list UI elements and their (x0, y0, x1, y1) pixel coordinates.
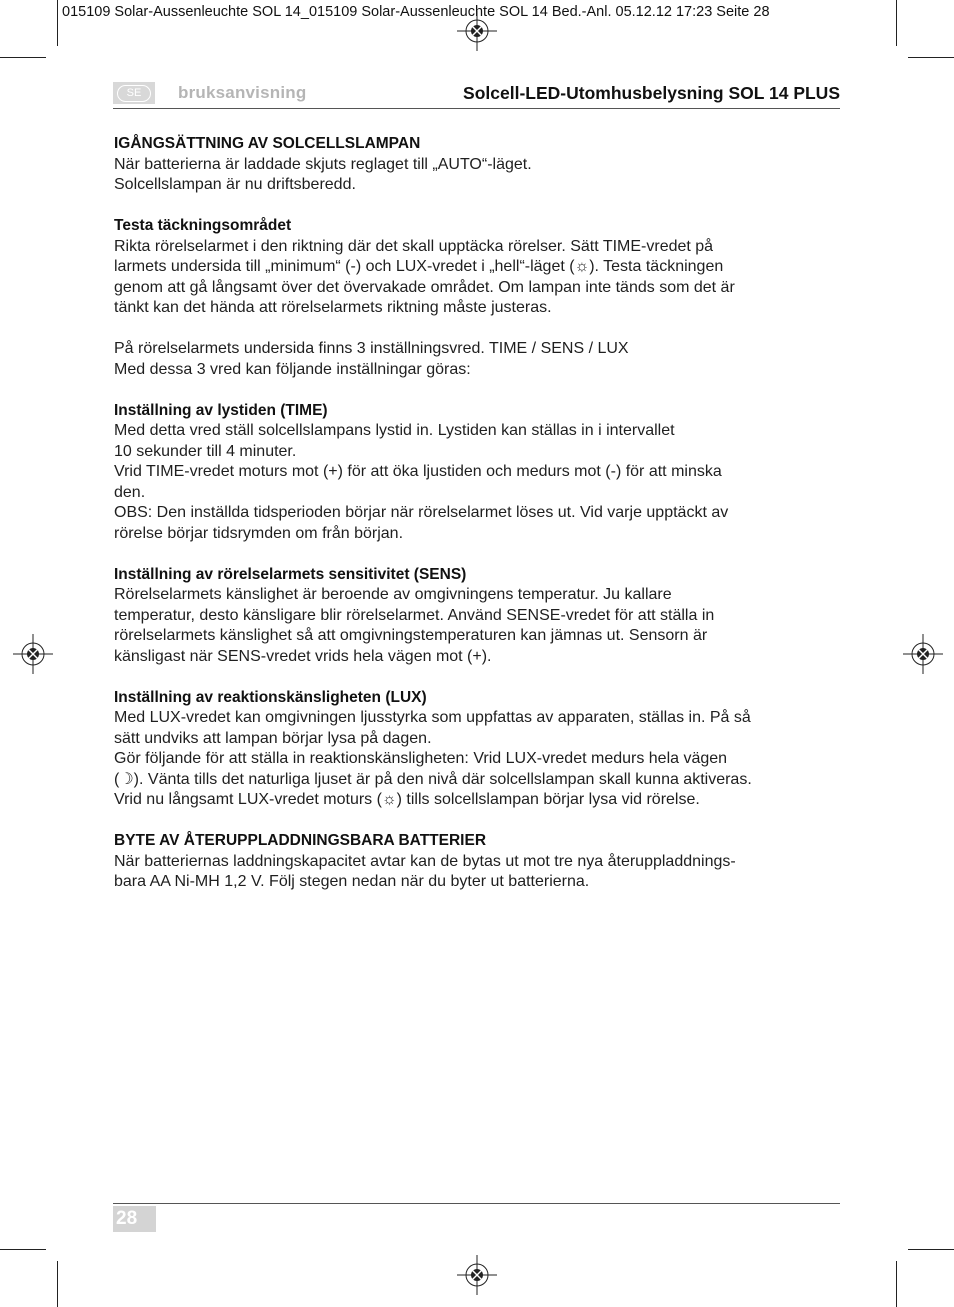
print-slug: 015109 Solar-Aussenleuchte SOL 14_015109 Solar-Aussenleuchte SOL 14 Bed.-Anl. 05.12.12 17:23 Seite 28 (62, 4, 770, 20)
body-line: tänkt kan det hända att rörelselarmets riktning måste justeras. (114, 299, 552, 316)
body-line: rörelse börjar tidsrymden om från början. (114, 524, 404, 542)
document-title: Solcell-LED-Utomhusbelysning SOL 14 PLUS (463, 83, 840, 103)
page-footer (113, 1203, 840, 1229)
body-line: Rikta rörelselarmet i den riktning där det skall upptäcka rörelser. Sätt TIME-vredet på (114, 237, 714, 255)
body-line: Solcellslampan är nu driftsberedd. (114, 176, 356, 193)
section-lux-setting (114, 688, 844, 811)
body-line: Vrid TIME-vredet moturs mot (+) för att öka ljustiden och medurs mot (-) för att minska (114, 463, 722, 480)
section-battery-replacement (114, 831, 844, 893)
body-line: (☽). Vänta tills det naturliga ljuset är på den nivå där solcellslampan skall kunna aktiveras. (114, 770, 752, 788)
page-header (113, 82, 840, 109)
section-heading: Inställning av rörelselarmets sensitivitet (SENS) (114, 565, 467, 583)
body-line: temperatur, desto känsligare blir rörelselarmet. Använd SENSE-vredet för att ställa in (114, 606, 715, 624)
crop-mark-top-left-h (0, 57, 46, 58)
registration-mark-right-icon (903, 634, 943, 674)
language-code: SE (117, 85, 151, 102)
crop-mark-bottom-right-v (896, 1261, 897, 1307)
crop-mark-top-left-v (57, 0, 58, 46)
section-test-coverage (114, 216, 844, 319)
body-line: Vrid nu långsamt LUX-vredet moturs (☼) tills solcellslampan börjar lysa vid rörelse. (114, 791, 700, 808)
section-time-setting (114, 401, 844, 545)
body-line: rörelselarmets känslighet så att omgivningstemperaturen kan jämnas ut. Sensorn är (114, 627, 708, 644)
section-heading: Testa täckningsområdet (114, 217, 292, 234)
body-line: den. (114, 483, 146, 501)
registration-mark-bottom-icon (457, 1255, 497, 1295)
body-line: känsligast när SENS-vredet vrids hela vägen mot (+). (114, 647, 492, 665)
section-knobs-intro (114, 339, 844, 380)
body-content (114, 134, 844, 893)
crop-mark-top-right-h (908, 57, 954, 58)
body-line: Rörelselarmets känslighet är beroende av omgivningens temperatur. Ju kallare (114, 586, 672, 603)
section-label: bruksanvisning (178, 83, 307, 102)
body-line: sätt undviks att lampan börjar lysa på dagen. (114, 729, 432, 747)
body-line: När batterierna är laddade skjuts reglaget till „AUTO“-läget. (114, 155, 532, 173)
body-line: larmets undersida till „minimum“ (-) och LUX-vredet i „hell“-läget (☼). Testa täckningen (114, 258, 724, 275)
section-heading: IGÅNGSÄTTNING AV SOLCELLSLAMPAN (114, 135, 421, 152)
language-badge (113, 82, 155, 104)
registration-mark-top-icon (457, 11, 497, 51)
section-heading: Inställning av reaktionskänsligheten (LUX) (114, 688, 427, 706)
section-heading: BYTE AV ÅTERUPPLADDNINGSBARA BATTERIER (114, 832, 487, 849)
body-line: På rörelselarmets undersida finns 3 inställningsvred. TIME / SENS / LUX (114, 340, 629, 357)
body-line: 10 sekunder till 4 minuter. (114, 442, 297, 460)
section-startup (114, 134, 844, 196)
section-sens-setting (114, 565, 844, 668)
body-line: Gör följande för att ställa in reaktionskänsligheten: Vrid LUX-vredet medurs hela vägen (114, 750, 728, 767)
body-line: bara AA Ni-MH 1,2 V. Följ stegen nedan när du byter ut batterierna. (114, 873, 590, 890)
crop-mark-bottom-left-h (0, 1249, 46, 1250)
section-heading: Inställning av lystiden (TIME) (114, 401, 328, 419)
registration-mark-left-icon (13, 634, 53, 674)
body-line: Med detta vred ställ solcellslampans lystid in. Lystiden kan ställas in i intervallet (114, 422, 675, 439)
page-number: 28 (113, 1206, 156, 1232)
body-line: genom att gå långsamt över det övervakade området. Om lampan inte tänds som det är (114, 278, 735, 296)
crop-mark-bottom-left-v (57, 1261, 58, 1307)
body-line: Med dessa 3 vred kan följande inställningar göras: (114, 360, 471, 378)
crop-mark-top-right-v (896, 0, 897, 46)
crop-mark-bottom-right-h (908, 1249, 954, 1250)
body-line: Med LUX-vredet kan omgivningen ljusstyrka som uppfattas av apparaten, ställas in. På så (114, 709, 751, 726)
body-line: OBS: Den inställda tidsperioden börjar när rörelselarmet löses ut. Vid varje upptäckt av (114, 504, 729, 521)
body-line: När batteriernas laddningskapacitet avtar kan de bytas ut mot tre nya återuppladdnings- (114, 852, 736, 870)
